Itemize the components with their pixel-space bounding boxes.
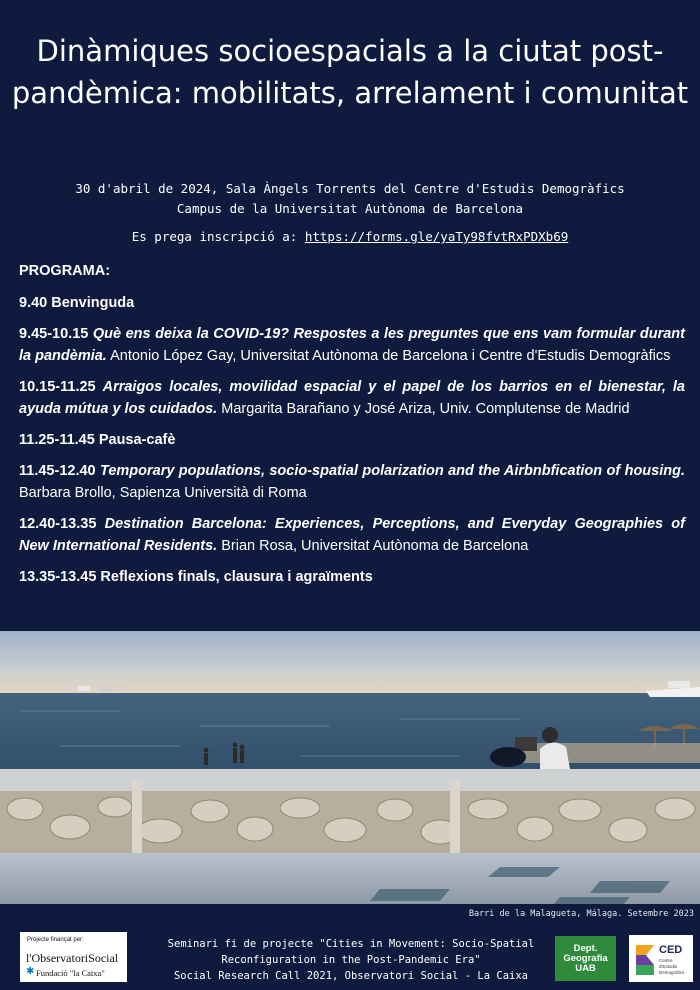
sea [0, 693, 700, 781]
event-campus: Campus de la Universitat Autònoma de Barcelona [176, 201, 524, 216]
wall-top [0, 769, 700, 791]
registration-prefix: Es prega inscripció a: [131, 229, 298, 244]
program-item [19, 513, 685, 557]
program-item-time: 11.45-12.40 [19, 463, 96, 479]
distant-ship [78, 686, 90, 691]
program-item [19, 376, 685, 420]
footer-line: Reconfiguration in the Post-Pandemic Era" [221, 954, 481, 966]
program-item [19, 566, 685, 588]
page-title: Dinàmiques socioespacials a la ciutat post-pandèmica: mobilitats, arrelament i comunitat [11, 34, 689, 110]
ced-logo [629, 935, 693, 982]
funding-label: Projecte finançat per: [27, 937, 84, 943]
program [19, 260, 685, 597]
program-item-time: 9.40 Benvinguda [19, 295, 135, 311]
program-item-time: 9.45-10.15 [19, 326, 89, 342]
promenade [0, 853, 700, 904]
program-item-speakers: Barbara Brollo, Sapienza Università di Roma [19, 485, 307, 501]
footer-text [150, 936, 552, 984]
program-item-title: Arraigos locales, movilidad espacial y el papel de los barrios en el bienestar, la ayuda mútua y los cuidados. [19, 379, 685, 417]
observatori-social-logo [20, 932, 127, 982]
seafront-photo [0, 631, 700, 904]
program-item-title: Destination Barcelona: Experiences, Perceptions, and Everyday Geographies of New International Residents. [19, 516, 685, 554]
registration-link[interactable]: https://forms.gle/yaTy98fvtRxPDXb69 [304, 229, 569, 244]
wall-pillar [132, 781, 142, 853]
program-item [19, 460, 685, 504]
program-item [19, 429, 685, 451]
program-item-speakers: Brian Rosa, Universitat Autònoma de Barcelona [221, 538, 529, 554]
program-item-title: Què ens deixa la COVID-19? Respostes a les preguntes que ens vam formular durant la pandèmia. [19, 326, 685, 364]
footer-line: Seminari fi de projecte "Cities in Movement: Socio-Spatial [167, 938, 535, 950]
sky [0, 631, 700, 693]
program-item-time: 11.25-11.45 Pausa-cafè [19, 432, 176, 448]
program-item-title: Temporary populations, socio-spatial polarization and the Airbnbfication of housing. [100, 463, 685, 479]
uab-line: UAB [575, 963, 596, 974]
observatori-name: l'ObservatoriSocial [26, 951, 119, 965]
ced-name: CED [659, 944, 683, 956]
program-item [19, 323, 685, 367]
uab-line: Geografia [563, 953, 608, 964]
wall-pillar [450, 781, 460, 853]
program-heading: PROGRAMA: [19, 263, 111, 279]
program-item [19, 292, 685, 314]
program-item-time: 12.40-13.35 [19, 516, 97, 532]
ced-mark-icon [632, 941, 658, 977]
distant-ship [98, 687, 114, 691]
photo-caption: Barri de la Malagueta, Málaga. Setembre 2023 [468, 909, 694, 919]
star-icon: ✱ [26, 966, 35, 977]
uab-line: Dept. [573, 943, 598, 954]
program-item-time: 13.35-13.45 Reflexions finals, clausura i agraïments [19, 569, 373, 585]
geografia-uab-logo [555, 936, 616, 981]
program-item-time: 10.15-11.25 [19, 379, 96, 395]
fundacio-name: Fundació "la Caixa" [36, 968, 105, 978]
program-item-speakers: Margarita Barañano y José Ariza, Univ. Complutense de Madrid [221, 401, 630, 417]
event-date-venue: 30 d'abril de 2024, Sala Àngels Torrents del Centre d'Estudis Demogràfics [75, 181, 625, 196]
registration-line [0, 227, 700, 247]
footer-line: Social Research Call 2021, Observatori Social - La Caixa [173, 970, 528, 982]
ced-subtitle: Centre d'Estudis Demogràfics [659, 958, 685, 975]
program-item-speakers: Antonio López Gay, Universitat Autònoma de Barcelona i Centre d'Estudis Demogràfics [110, 348, 671, 364]
